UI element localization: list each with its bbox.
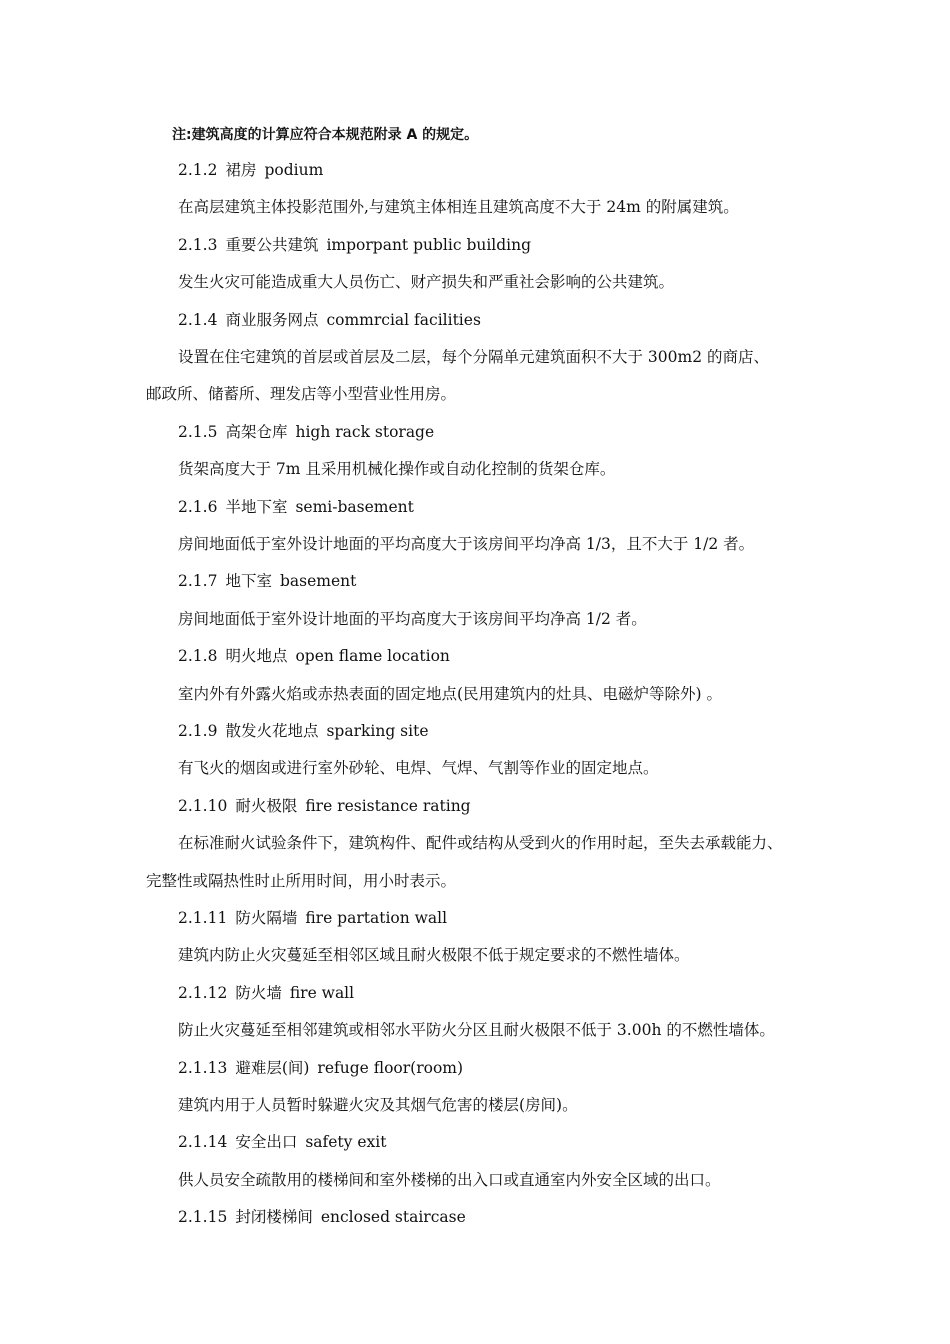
term-english: safety exit — [305, 1133, 387, 1152]
term-chinese: 地下室 — [225, 572, 272, 591]
term-chinese: 防火隔墙 — [235, 909, 298, 927]
term-chinese: 避难层(间) — [235, 1058, 310, 1077]
term-heading — [178, 646, 450, 666]
term-chinese: 明火地点 — [225, 647, 288, 666]
term-heading — [178, 1207, 466, 1227]
term-heading — [178, 721, 429, 741]
term-english: refuge floor(room) — [317, 1058, 464, 1077]
term-definition: 在高层建筑主体投影范围外,与建筑主体相连且建筑高度不大于 24m 的附属建筑。 — [178, 198, 739, 217]
term-heading — [178, 796, 471, 816]
term-chinese: 重要公共建筑 — [225, 235, 319, 254]
term-chinese: 商业服务网点 — [225, 310, 319, 329]
term-number: 2.1.15 — [178, 1208, 228, 1227]
term-english: sparking site — [326, 722, 429, 740]
term-chinese: 防火墙 — [235, 983, 282, 1002]
term-number: 2.1.4 — [178, 310, 218, 329]
term-heading — [178, 160, 323, 180]
term-chinese: 半地下室 — [225, 497, 288, 516]
note-text: 注:建筑高度的计算应符合本规范附录 A 的规定。 — [172, 127, 479, 143]
term-number: 2.1.14 — [178, 1133, 228, 1152]
term-number: 2.1.8 — [178, 647, 218, 666]
term-heading — [178, 497, 414, 517]
term-number: 2.1.13 — [178, 1058, 228, 1077]
term-chinese: 安全出口 — [235, 1133, 298, 1152]
term-heading — [178, 235, 531, 255]
term-chinese: 封闭楼梯间 — [235, 1208, 313, 1227]
term-chinese: 耐火极限 — [235, 796, 298, 815]
term-chinese: 高架仓库 — [225, 422, 288, 441]
term-heading — [178, 1132, 386, 1152]
term-number: 2.1.2 — [178, 161, 218, 179]
term-definition: 有飞火的烟囱或进行室外砂轮、电焊、气焊、气割等作业的固定地点。 — [178, 759, 659, 778]
term-number: 2.1.10 — [178, 796, 228, 815]
term-heading — [178, 310, 481, 330]
term-english: semi-basement — [295, 497, 414, 516]
term-definition: 邮政所、储蓄所、理发店等小型营业性用房。 — [146, 385, 457, 404]
term-definition: 完整性或隔热性时止所用时间，用小时表示。 — [146, 871, 457, 890]
term-heading — [178, 908, 447, 928]
term-english: open flame location — [295, 647, 450, 666]
term-definition: 防止火灾蔓延至相邻建筑或相邻水平防火分区且耐火极限不低于 3.00h 的不燃性墙体。 — [178, 1021, 775, 1040]
term-heading — [178, 422, 434, 442]
term-number: 2.1.5 — [178, 422, 218, 441]
term-definition: 房间地面低于室外设计地面的平均高度大于该房间平均净高 1/2 者。 — [178, 609, 647, 628]
term-heading — [178, 571, 356, 591]
term-definition: 货架高度大于 7m 且采用机械化操作或自动化控制的货架仓库。 — [178, 460, 616, 479]
term-number: 2.1.11 — [178, 909, 228, 927]
term-definition: 在标准耐火试验条件下，建筑构件、配件或结构从受到火的作用时起，至失去承载能力、 — [178, 834, 783, 853]
term-number: 2.1.7 — [178, 572, 218, 591]
term-definition: 供人员安全疏散用的楼梯间和室外楼梯的出入口或直通室内外安全区域的出口。 — [178, 1170, 721, 1189]
term-number: 2.1.3 — [178, 235, 218, 254]
term-definition: 房间地面低于室外设计地面的平均高度大于该房间平均净高 1/3，且不大于 1/2 者。 — [178, 535, 755, 553]
term-english: basement — [279, 572, 357, 591]
term-english: commrcial facilities — [326, 310, 481, 329]
term-number: 2.1.12 — [178, 983, 228, 1002]
term-definition: 设置在住宅建筑的首层或首层及二层，每个分隔单元建筑面积不大于 300m2 的商店、 — [178, 348, 770, 366]
term-english: fire resistance rating — [305, 796, 471, 815]
term-english: podium — [264, 161, 324, 179]
term-english: fire wall — [289, 983, 355, 1002]
term-definition: 室内外有外露火焰或赤热表面的固定地点(民用建筑内的灶具、电磁炉等除外) 。 — [178, 684, 723, 703]
term-definition: 建筑内防止火灾蔓延至相邻区域且耐火极限不低于规定要求的不燃性墙体。 — [178, 946, 690, 965]
term-definition: 发生火灾可能造成重大人员伤亡、财产损失和严重社会影响的公共建筑。 — [178, 273, 675, 292]
term-english: high rack storage — [295, 422, 435, 441]
term-chinese: 裙房 — [225, 161, 257, 179]
term-chinese: 散发火花地点 — [225, 722, 319, 740]
term-definition: 建筑内用于人员暂时躲避火灾及其烟气危害的楼层(房间)。 — [178, 1096, 578, 1114]
term-english: fire partation wall — [305, 909, 448, 927]
term-english: enclosed staircase — [320, 1208, 466, 1227]
term-number: 2.1.9 — [178, 722, 218, 740]
term-english: imporpant public building — [326, 235, 532, 254]
term-heading — [178, 983, 354, 1003]
term-heading — [178, 1058, 463, 1078]
term-number: 2.1.6 — [178, 497, 218, 516]
